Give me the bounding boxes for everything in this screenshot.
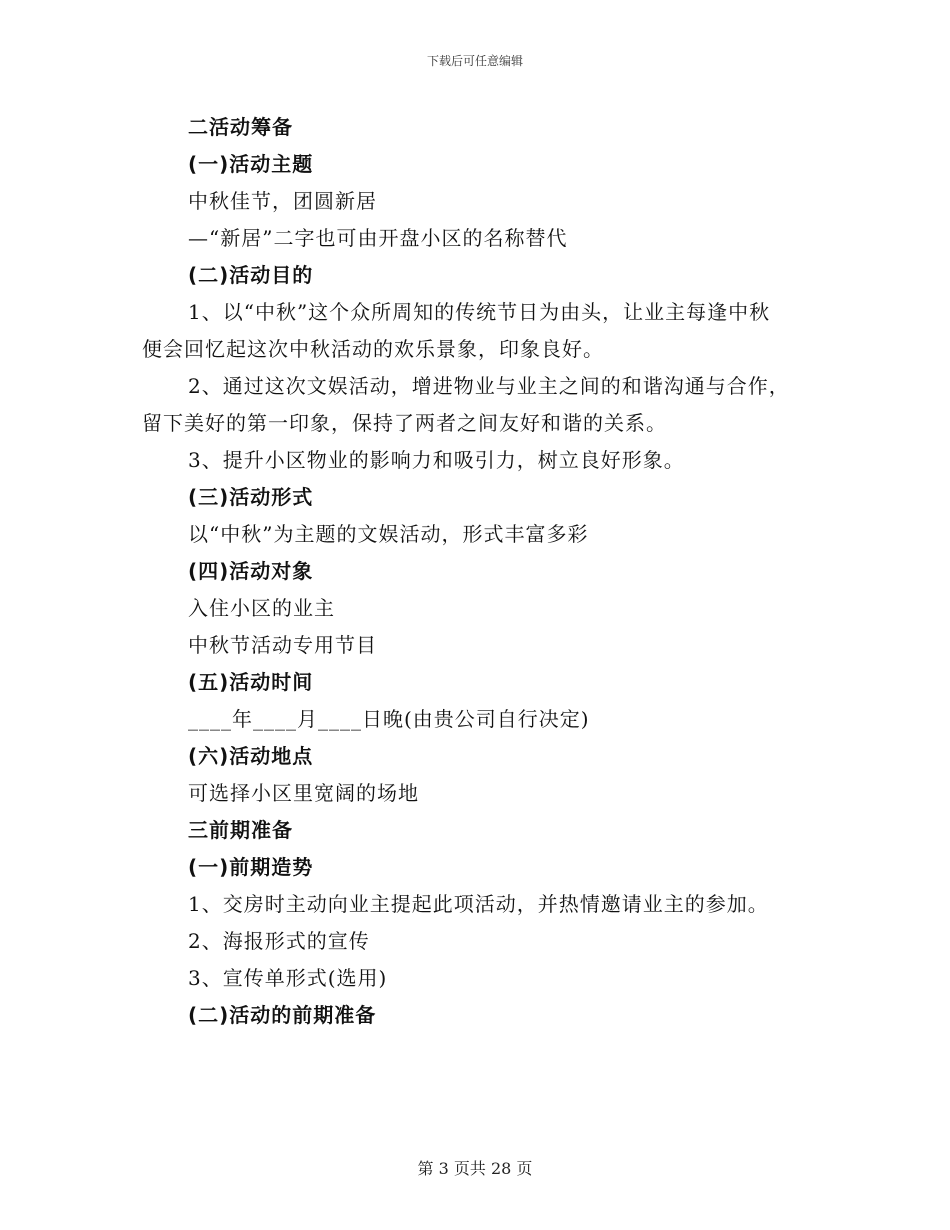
subsection-heading: (六)活动地点	[188, 744, 314, 768]
paragraph: 2、海报形式的宣传	[188, 929, 370, 953]
page-header: 下载后可任意编辑	[426, 54, 523, 68]
paragraph: 中秋佳节，团圆新居	[188, 189, 377, 213]
subsection-heading: (五)活动时间	[188, 670, 314, 694]
section-heading: 三前期准备	[188, 818, 293, 842]
subsection-heading: (一)前期造势	[188, 855, 314, 879]
subsection-heading: (一)活动主题	[188, 152, 314, 176]
paragraph: 1、交房时主动向业主提起此项活动，并热情邀请业主的参加。	[188, 892, 769, 916]
paragraph: 留下美好的第一印象，保持了两者之间友好和谐的关系。	[142, 411, 667, 435]
paragraph: 2、通过这次文娱活动，增进物业与业主之间的和谐沟通与合作，	[188, 374, 790, 398]
paragraph: ____年____月____日晚(由贵公司自行决定)	[188, 707, 590, 731]
paragraph: 入住小区的业主	[188, 596, 335, 620]
subsection-heading: (四)活动对象	[188, 559, 314, 583]
page-footer: 第 3 页共 28 页	[417, 1159, 533, 1178]
paragraph: 中秋节活动专用节目	[188, 633, 377, 657]
paragraph: 3、提升小区物业的影响力和吸引力，树立良好形象。	[188, 448, 685, 472]
paragraph: 便会回忆起这次中秋活动的欢乐景象，印象良好。	[142, 337, 604, 361]
paragraph: —“新居”二字也可由开盘小区的名称替代	[188, 226, 568, 250]
paragraph: 以“中秋”为主题的文娱活动，形式丰富多彩	[188, 522, 589, 546]
subsection-heading: (二)活动的前期准备	[188, 1003, 377, 1027]
paragraph: 可选择小区里宽阔的场地	[188, 781, 419, 805]
section-heading: 二活动筹备	[188, 115, 293, 139]
paragraph: 1、以“中秋”这个众所周知的传统节日为由头，让业主每逢中秋	[188, 300, 771, 324]
subsection-heading: (二)活动目的	[188, 263, 314, 287]
paragraph: 3、宣传单形式(选用)	[188, 966, 388, 990]
subsection-heading: (三)活动形式	[188, 485, 314, 509]
